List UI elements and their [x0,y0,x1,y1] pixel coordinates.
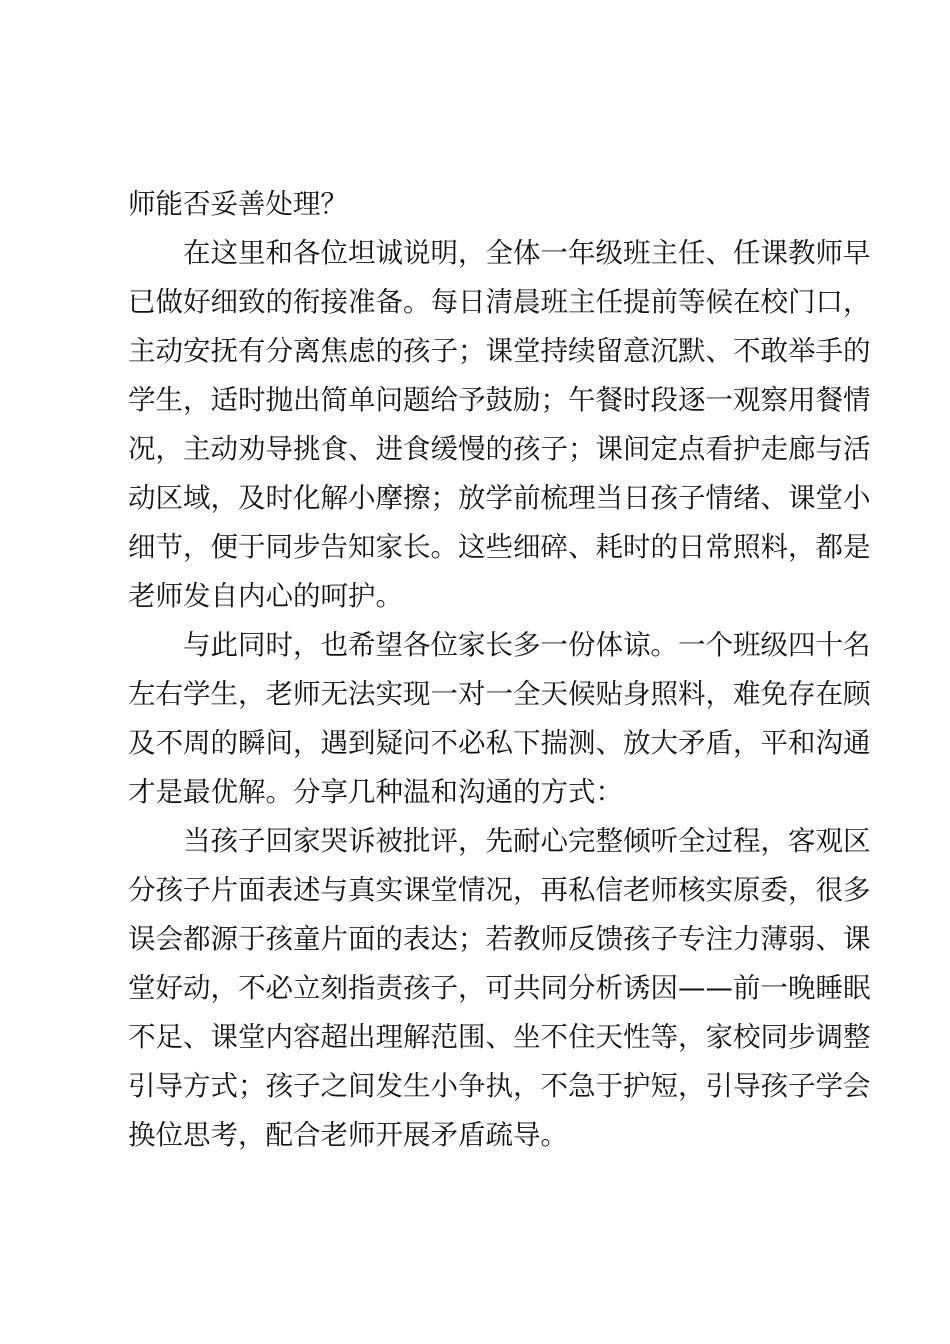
text-line: 动区域，及时化解小摩擦；放学前梳理当日孩子情绪、课堂小 [128,482,871,514]
paragraph-3 [128,817,871,1160]
text-line: 左右学生，老师无法实现一对一全天候贴身照料，难免存在顾 [128,678,871,710]
text-line: 在这里和各位坦诚说明，全体一年级班主任、任课教师早 [183,237,871,269]
text-line: 细节，便于同步告知家长。这些细碎、耗时的日常照料，都是 [128,531,871,563]
text-line: 堂好动，不必立刻指责孩子，可共同分析诱因——前一晚睡眠 [128,972,871,1004]
text-line: 才是最优解。分享几种温和沟通的方式： [128,776,623,808]
text-line: 误会都源于孩童片面的表达；若教师反馈孩子专注力薄弱、课 [128,923,871,955]
body-text [128,180,871,1160]
text-line: 换位思考，配合老师开展矛盾疏导。 [128,1119,568,1151]
text-line: 不足、课堂内容超出理解范围、坐不住天性等，家校同步调整 [128,1021,871,1053]
text-line: 师能否妥善处理？ [128,188,348,220]
text-line: 分孩子片面表述与真实课堂情况，再私信老师核实原委，很多 [128,874,871,906]
text-line: 与此同时，也希望各位家长多一份体谅。一个班级四十名 [183,629,871,661]
text-line: 当孩子回家哭诉被批评，先耐心完整倾听全过程，客观区 [183,825,871,857]
text-line: 已做好细致的衔接准备。每日清晨班主任提前等候在校门口， [128,286,871,318]
text-line: 况，主动劝导挑食、进食缓慢的孩子；课间定点看护走廊与活 [128,433,871,465]
paragraph-0 [128,180,833,229]
text-line: 学生，适时抛出简单问题给予鼓励；午餐时段逐一观察用餐情 [128,384,871,416]
text-line: 老师发自内心的呵护。 [128,580,403,612]
text-line: 引导方式；孩子之间发生小争执，不急于护短，引导孩子学会 [128,1070,871,1102]
text-line: 及不周的瞬间，遇到疑问不必私下揣测、放大矛盾，平和沟通 [128,727,871,759]
paragraph-1 [128,229,871,621]
paragraph-2 [128,621,871,817]
text-line: 主动安抚有分离焦虑的孩子；课堂持续留意沉默、不敢举手的 [128,335,871,367]
